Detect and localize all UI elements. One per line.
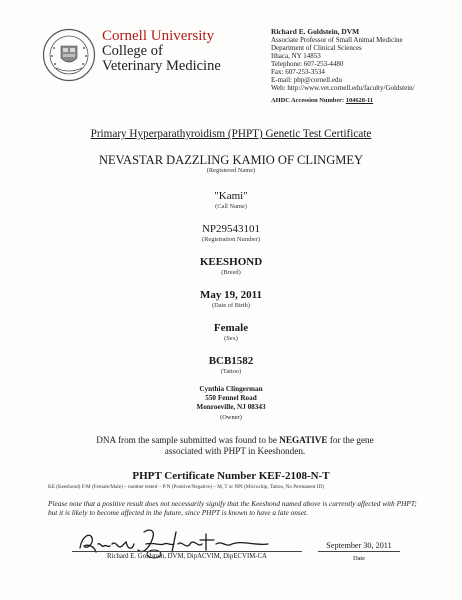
university-name: Cornell University <box>102 28 215 44</box>
contact-name: Richard E. Goldstein, DVM <box>271 27 360 36</box>
dob-label: (Date of Birth) <box>212 302 250 309</box>
contact-city: Ithaca, NY 14853 <box>271 52 321 60</box>
breed-label: (Breed) <box>221 269 241 276</box>
dna-text-pre: DNA from the sample submitted was found to be <box>96 435 280 445</box>
ahdc-accession <box>271 97 373 104</box>
owner-street: 550 Fennel Road <box>205 394 257 403</box>
dob-field <box>0 289 462 310</box>
certificate-number: PHPT Certificate Number KEF-2108-N-T <box>132 470 330 482</box>
sex-label: (Sex) <box>224 335 238 342</box>
certificate-legend: KE (Keeshond) F/M (Female/Male) – number tested – P/N (Positive/Negative) – M, T or NPI (Microchip, Tattoo, No Permanent ID) <box>48 484 324 490</box>
breed-field <box>0 256 462 277</box>
signature-line <box>72 551 302 552</box>
dna-result-statement <box>80 435 390 457</box>
dna-result: NEGATIVE <box>279 435 328 445</box>
certificate-date: September 30, 2011 <box>326 541 392 550</box>
certificate-title: Primary Hyperparathyroidism (PHPT) Genetic Test Certificate <box>90 128 372 140</box>
tattoo-label: (Tattoo) <box>220 368 242 375</box>
call-name-field <box>0 190 462 211</box>
owner-block <box>0 385 462 422</box>
college-name <box>102 44 221 74</box>
contact-title: Associate Professor of Small Animal Medicine <box>271 36 403 44</box>
ahdc-number: 104628-11 <box>345 97 374 104</box>
contact-dept: Department of Clinical Sciences <box>271 44 362 52</box>
contact-web: Web: http://www.vet.cornell.edu/faculty/Goldstein/ <box>271 84 415 92</box>
sex: Female <box>213 322 249 334</box>
tattoo-field <box>0 355 462 376</box>
contact-block <box>271 28 459 92</box>
cornell-seal-icon <box>42 28 96 82</box>
disclaimer-note: Please note that a positive result does not necessarily signify that the Keeshond named above is currently affected with PHPT; but it is likely to become affected in the future, since PHPT is known to have a late onset. <box>48 499 417 517</box>
college-line-1: College of <box>102 43 163 59</box>
contact-email: E-mail: pbp@cornell.edu <box>271 76 342 84</box>
registered-name-label: (Registered Name) <box>206 167 256 174</box>
ahdc-label: AHDC Accession Number: <box>271 97 345 104</box>
dna-text-post: for the gene associated with PHPT in Keeshonden. <box>164 435 374 456</box>
owner-label: (Owner) <box>220 413 242 421</box>
tattoo: BCB1582 <box>208 355 254 367</box>
date-label: Date <box>352 555 366 562</box>
registration-number-field <box>0 223 462 244</box>
registration-number: NP29543101 <box>201 223 261 235</box>
date-line <box>318 551 400 552</box>
date-of-birth: May 19, 2011 <box>199 289 263 301</box>
registered-name: NEVASTAR DAZZLING KAMIO OF CLINGMEY <box>98 153 364 167</box>
call-name-label: (Call Name) <box>215 203 247 210</box>
registered-name-label-row <box>0 167 462 175</box>
signer-name: Richard E. Goldstein, DVM, DipACVIM, DipECVIM-CA <box>107 553 267 560</box>
contact-telephone: Telephone: 607-253-4480 <box>271 60 344 68</box>
college-line-2: Veterinary Medicine <box>102 58 221 74</box>
contact-fax: Fax: 607-253-3534 <box>271 68 325 76</box>
owner-name: Cynthia Clingerman <box>199 385 263 393</box>
owner-city: Monroeville, NJ 08343 <box>196 403 266 412</box>
registration-number-label: (Registration Number) <box>201 236 261 243</box>
breed: KEESHOND <box>199 256 263 268</box>
call-name: "Kami" <box>214 190 248 202</box>
sex-field <box>0 322 462 343</box>
